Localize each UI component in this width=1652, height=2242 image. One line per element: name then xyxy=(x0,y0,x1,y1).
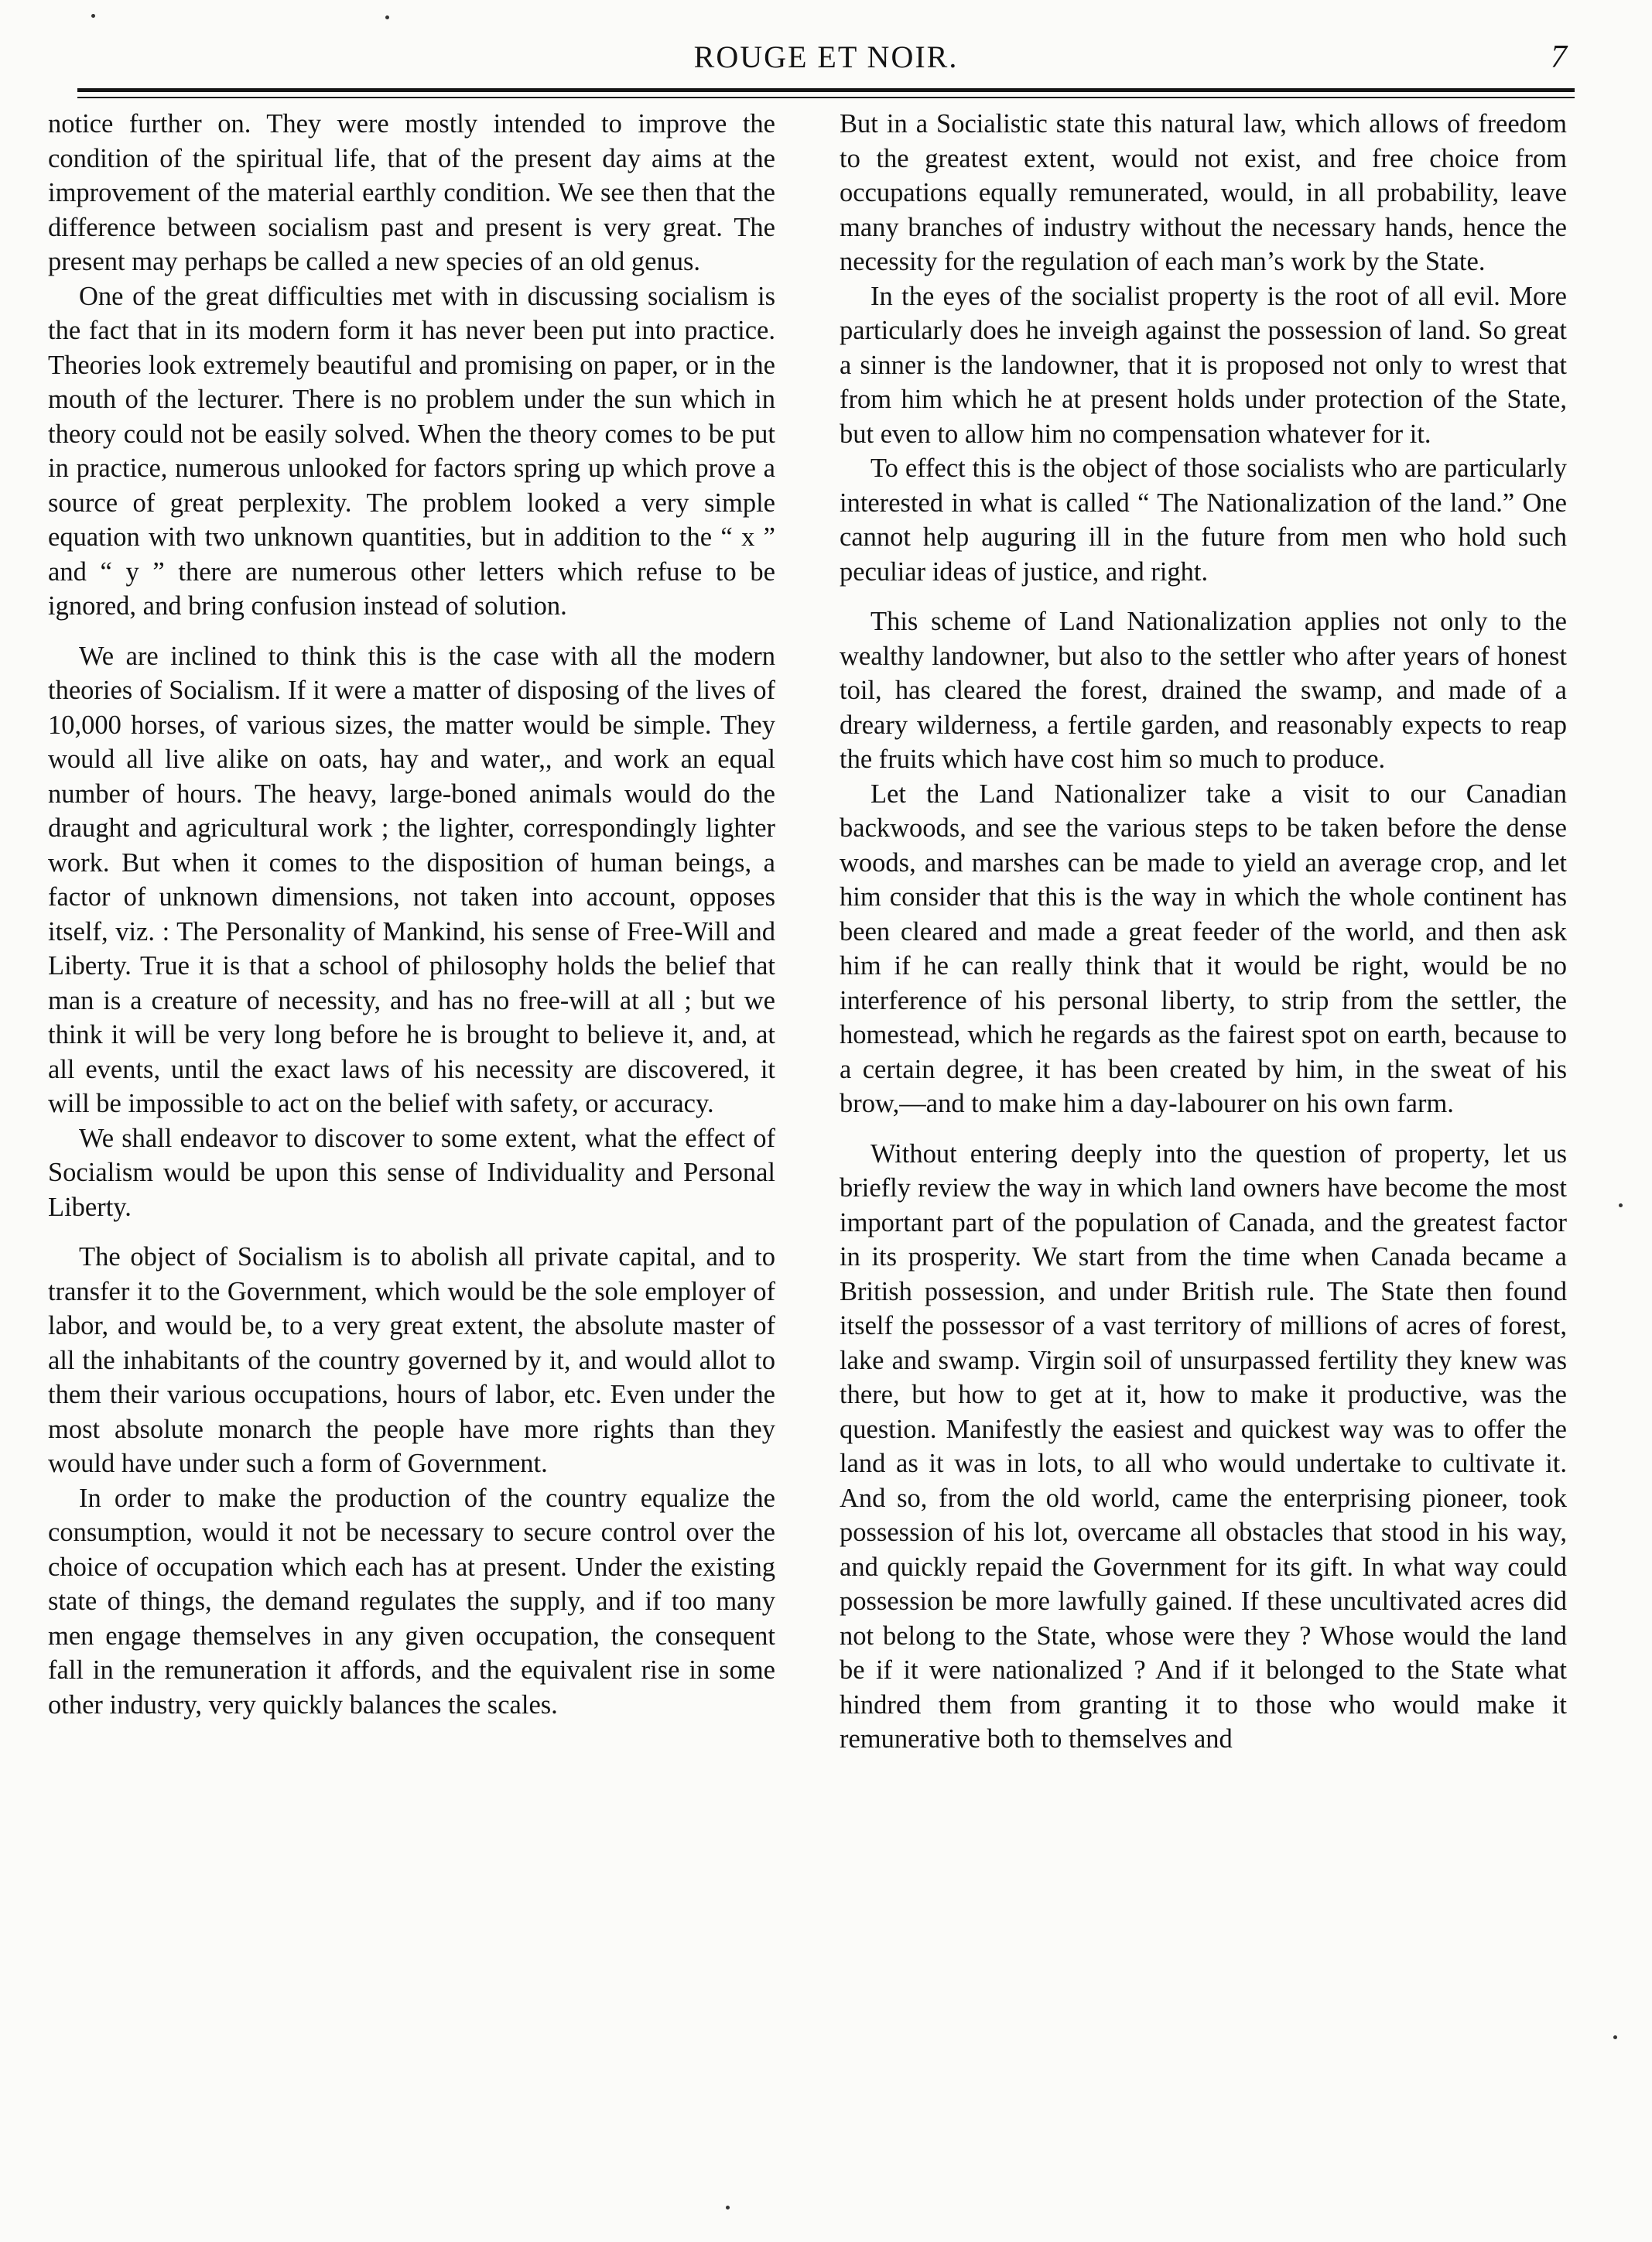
paragraph: Without entering deeply into the question of property, let us briefly review the way in which land owners have become the most important part of the population of Canada, and the greatest factor in its prosperity. We start from the time when Canada became a British possession, and under British rule. The State then found itself the possessor of a vast territory of millions of acres of forest, lake and swamp. Virgin soil of unsurpassed fertility they knew was there, but how to get at it, how to make it productive, was the question. Manifestly the easiest and quickest way was to offer the land as it was in lots, to all who would undertake to cultivate it. And so, from the old world, came the enterprising pioneer, took possession of his lot, overcame all obstacles that stood in his way, and quickly repaid the Government for its gift. In what way could possession be more lawfully gained. If these uncultivated acres did not belong to the State, whose were they ? Whose would the land be if it were nationalized ? And if it belonged to the State what hindred them from granting it to those who would make it remunerative both to themselves and xyxy=(840,1138,1567,1754)
paragraph: One of the great difficulties met with in discussing socialism is the fact that in its modern form it has never been put into practice. Theories look extremely beautiful and promising on paper, or in the mouth of the lecturer. There is no problem under the sun which in theory could not be easily solved. When the theory comes to be put in practice, numerous unlooked for factors spring up which prove a source of great perplexity. The problem looked a very simple equation with two unknown quantities, but in addition to the “ x ” and “ y ” there are numerous other letters which refuse to be ignored, and bring confusion instead of solution. xyxy=(48,281,775,621)
scan-speck xyxy=(385,15,389,19)
paragraph: Let the Land Nationalizer take a visit to our Canadian backwoods, and see the various steps to be taken before the dense woods, and marshes can be made to yield an average crop, and let him consider that this is the way in which the whole continent has been cleared and made a great feeder of the world, and then ask him if he can really think that it would be right, would be no interference of his personal liberty, to strip from the settler, the homestead, which he regards as the fairest spot on earth, because to a certain degree, it has been created by him, in the sweat of his brow,—and to make him a day-labourer on his own farm. xyxy=(840,779,1567,1118)
header-rule-thin xyxy=(77,97,1575,98)
page-header xyxy=(77,37,1575,87)
scan-speck xyxy=(1613,2035,1617,2039)
scan-speck xyxy=(91,14,95,18)
paragraph: In the eyes of the socialist property is the root of all evil. More particularly does he inveigh against the possession of land. So great a sinner is the landowner, that it is proposed not only to wrest that from him which he at present holds under protection of the State, but even to allow him no compensation whatever for it. xyxy=(840,281,1567,449)
scan-speck xyxy=(1619,1203,1623,1207)
right-column xyxy=(840,107,1567,2196)
paragraph: In order to make the production of the country equalize the consumption, would it not be necessary to secure control over the choice of occupation which each has at present. Under the existing state of things, the demand regulates the supply, and if too many men engage themselves in any given occupation, the consequent fall in the remuneration it affords, and the equivalent rise in some other industry, very quickly balances the scales. xyxy=(48,1483,775,1720)
left-column xyxy=(48,107,775,2196)
paragraph: We shall endeavor to discover to some extent, what the effect of Socialism would be upon this sense of Individuality and Personal Liberty. xyxy=(48,1123,775,1222)
paragraph: notice further on. They were mostly intended to improve the condition of the spiritual life, that of the present day aims at the improvement of the material earthly condition. We see then that the difference between socialism past and present is very great. The present may perhaps be called a new species of an old genus. xyxy=(48,109,775,276)
paragraph: We are inclined to think this is the case with all the modern theories of Socialism. If it were a matter of disposing of the lives of 10,000 horses, of various sizes, the matter would be simple. They would all live alike on oats, hay and water,, and work an equal number of hours. The heavy, large-boned animals would do the draught and agricultural work ; the lighter, correspondingly lighter work. But when it comes to the disposition of human beings, a factor of unknown dimensions, not taken into account, opposes itself, viz. : The Personality of Mankind, his sense of Free-Will and Liberty. True it is that a school of philosophy holds the belief that man is a creature of necessity, and has no free-will at all ; but we think it will be very long before he is brought to believe it, and, at all events, until the exact laws of his necessity are discovered, it will be impossible to act on the belief with safety, or accuracy. xyxy=(48,641,775,1118)
scan-speck xyxy=(726,2206,730,2209)
running-title: ROUGE ET NOIR. xyxy=(693,39,959,74)
paragraph: To effect this is the object of those socialists who are particularly interested in what is called “ The Nationalization of the land.” One cannot help auguring ill in the future from men who hold such peculiar ideas of justice, and right. xyxy=(840,454,1567,587)
header-rule-thick xyxy=(77,88,1575,92)
paragraph: This scheme of Land Nationalization applies not only to the wealthy landowner, but also to the settler who after years of honest toil, has cleared the forest, drained the swamp, and made of a dreary wilderness, a fertile garden, and reasonably expects to reap the fruits which have cost him so much to produce. xyxy=(840,607,1567,774)
paragraph: But in a Socialistic state this natural law, which allows of freedom to the greatest extent, would not exist, and free choice from occupations equally remunerated, would, in all probability, leave many branches of industry without the necessary hands, hence the necessity for the regulation of each man’s work by the State. xyxy=(840,109,1567,276)
page-number: 7 xyxy=(1551,39,1567,75)
paragraph: The object of Socialism is to abolish all private capital, and to transfer it to the Government, which would be the sole employer of labor, and would be, to a very great extent, the absolute master of all the inhabitants of the country governed by it, and would allot to them their various occupations, hours of labor, etc. Even under the most absolute monarch the people have more rights than they would have under such a form of Government. xyxy=(48,1242,775,1478)
